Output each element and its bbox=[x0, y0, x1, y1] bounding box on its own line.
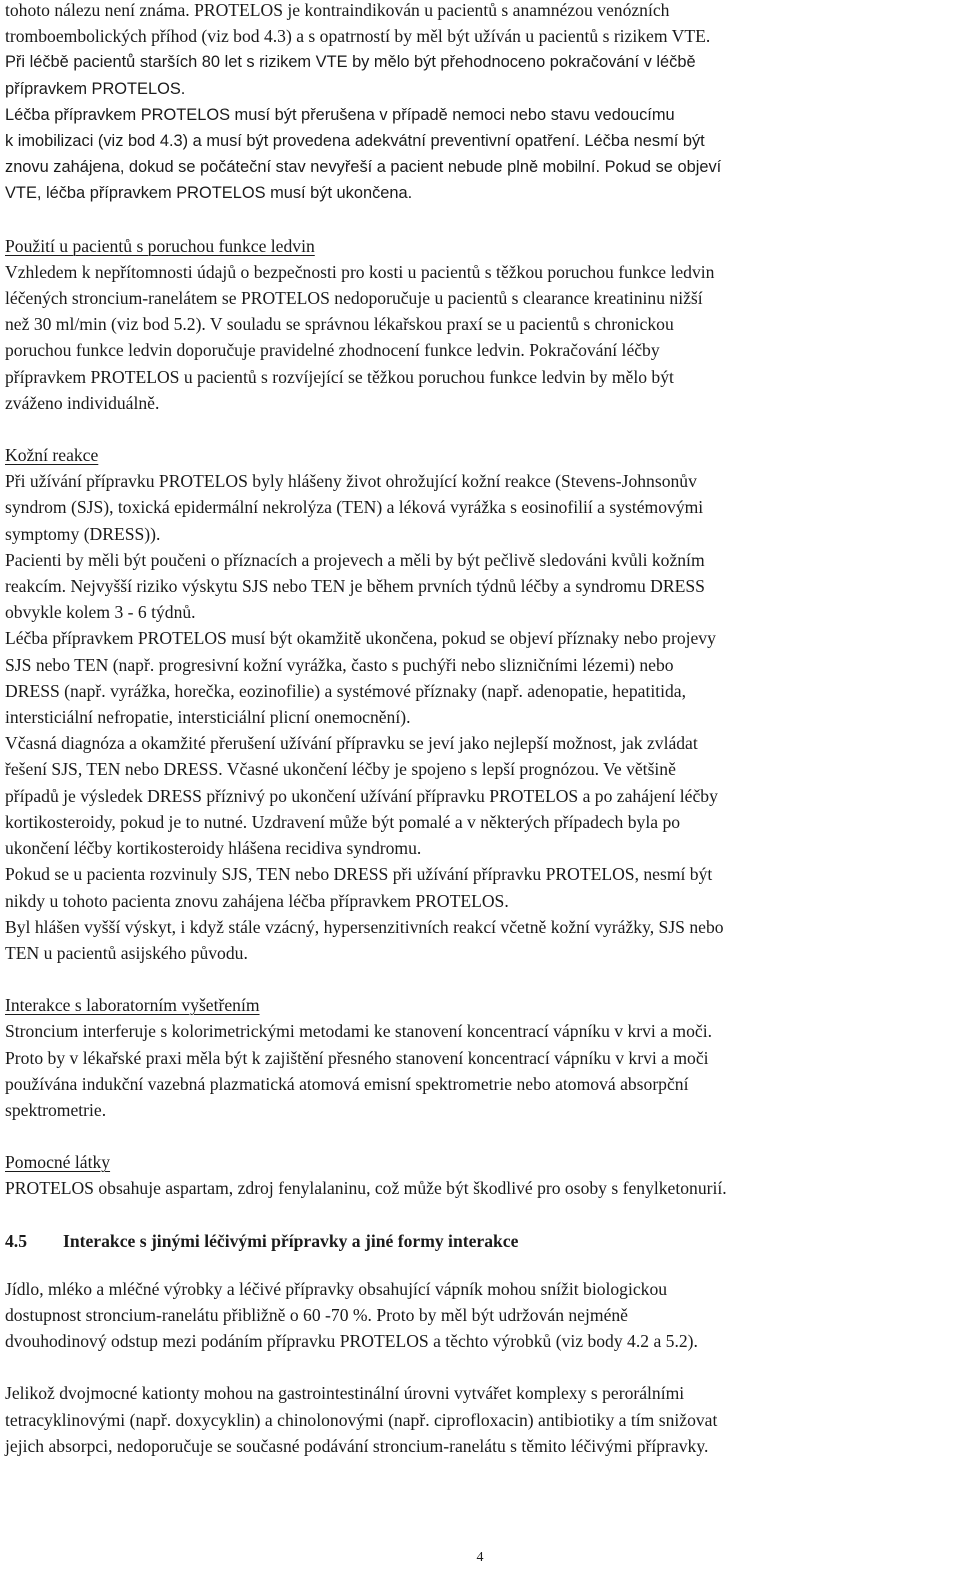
text-line: Léčba přípravkem PROTELOS musí být přerušena v případě nemoci nebo stavu vedoucímu bbox=[5, 105, 675, 124]
text-line: Včasná diagnóza a okamžité přerušení užívání přípravku se jeví jako nejlepší možnost, jak zvládat bbox=[5, 733, 698, 754]
text-line: zváženo individuálně. bbox=[5, 392, 160, 413]
text-line: dvouhodinový odstup mezi podáním přípravku PROTELOS a těchto výrobků (viz body 4.2 a 5.2). bbox=[5, 1331, 698, 1352]
text-line: SJS nebo TEN (např. progresivní kožní vyrážka, často s puchýři nebo slizničními lézemi) nebo bbox=[5, 654, 674, 675]
text-line: spektrometrie. bbox=[5, 1099, 107, 1120]
text-line: jejich absorpci, nedoporučuje se současné podávání stroncium-ranelátu s těmito léčivými přípravky. bbox=[5, 1435, 709, 1456]
text-line: případů je výsledek DRESS příznivý po ukončení užívání přípravku PROTELOS a po zahájení léčby bbox=[5, 785, 718, 806]
text-line: poruchou funkce ledvin doporučuje pravidelné zhodnocení funkce ledvin. Pokračování léčby bbox=[5, 340, 660, 361]
text-line: Pokud se u pacienta rozvinuly SJS, TEN nebo DRESS při užívání přípravku PROTELOS, nesmí být bbox=[5, 864, 713, 885]
text-line: Vzhledem k nepřítomnosti údajů o bezpečnosti pro kosti u pacientů s těžkou poruchou funkce ledvin bbox=[5, 261, 715, 282]
text-line: obvykle kolem 3 - 6 týdnů. bbox=[5, 602, 196, 623]
text-line: Při užívání přípravku PROTELOS byly hlášeny život ohrožující kožní reakce (Stevens-Johnsonův bbox=[5, 471, 697, 492]
text-line: než 30 ml/min (viz bod 5.2). V souladu se správnou lékařskou praxí se u pacientů s chronickou bbox=[5, 314, 674, 335]
text-line: tohoto nálezu není známa. PROTELOS je kontraindikován u pacientů s anamnézou venózních bbox=[5, 0, 670, 20]
section-title: Interakce s jinými léčivými přípravky a jiné formy interakce bbox=[63, 1230, 519, 1251]
text-line: TEN u pacientů asijského původu. bbox=[5, 942, 248, 963]
text-line: k imobilizaci (viz bod 4.3) a musí být provedena adekvátní preventivní opatření. Léčba nesmí být bbox=[5, 132, 705, 151]
text-line: syndrom (SJS), toxická epidermální nekrolýza (TEN) a léková vyrážka s eosinofilií a systémovými bbox=[5, 497, 704, 518]
text-line: léčených stroncium-ranelátem se PROTELOS nedoporučuje u pacientů s clearance kreatininu nižší bbox=[5, 288, 703, 309]
text-line: Při léčbě pacientů starších 80 let s rizikem VTE by mělo být přehodnoceno pokračování v léčbě bbox=[5, 53, 696, 72]
page-number: 4 bbox=[476, 1550, 484, 1565]
text-line: DRESS (např. vyrážka, horečka, eozinofilie) a systémové příznaky (např. adenopatie, hepatitida, bbox=[5, 680, 687, 701]
text-line: nikdy u tohoto pacienta znovu zahájena léčba přípravkem PROTELOS. bbox=[5, 890, 509, 911]
document-page bbox=[5, 0, 955, 1459]
text-line: kortikosteroidy, pokud je to nutné. Uzdravení může být pomalé a v některých případech byla po bbox=[5, 811, 681, 832]
text-line: Jídlo, mléko a mléčné výrobky a léčivé přípravky obsahující vápník mohou snížit biologickou bbox=[5, 1278, 668, 1299]
section-heading: Kožní reakce bbox=[5, 445, 99, 466]
section-number: 4.5 bbox=[5, 1230, 27, 1251]
skin-section bbox=[5, 442, 955, 966]
text-line: tetracyklinovými (např. doxycyklin) a chinolonovými (např. ciprofloxacin) antibiotiky a tím snižovat bbox=[5, 1409, 718, 1430]
text-line: Proto by v lékařské praxi měla být k zajištění přesného stanovení koncentrací vápníku v krvi a moči bbox=[5, 1047, 709, 1068]
text-line: Léčba přípravkem PROTELOS musí být okamžitě ukončena, pokud se objeví příznaky nebo projevy bbox=[5, 628, 716, 649]
text-line: používána indukční vazebná plazmatická atomová emisní spektrometrie nebo atomová absorpční bbox=[5, 1073, 689, 1094]
intro-section bbox=[5, 0, 955, 207]
excipients-section bbox=[5, 1149, 955, 1201]
text-line: Pacienti by měli být poučeni o příznacích a projevech a měli by být pečlivě sledováni kvůli kožním bbox=[5, 549, 705, 570]
text-line: tromboembolických příhod (viz bod 4.3) a s opatrností by měl být užíván u pacientů s rizikem VTE. bbox=[5, 26, 711, 47]
renal-section bbox=[5, 233, 955, 416]
text-line: reakcím. Nejvyšší riziko výskytu SJS nebo TEN je během prvních týdnů léčby a syndromu DRESS bbox=[5, 576, 705, 597]
lab-section bbox=[5, 992, 955, 1123]
text-line: VTE, léčba přípravkem PROTELOS musí být ukončena. bbox=[5, 184, 413, 203]
text-line: přípravkem PROTELOS u pacientů s rozvíjející se těžkou poruchou funkce ledvin by mělo být bbox=[5, 366, 674, 387]
text-line: symptomy (DRESS)). bbox=[5, 523, 161, 544]
text-line: dostupnost stroncium-ranelátu přibližně o 60 -70 %. Proto by měl být udržován nejméně bbox=[5, 1304, 628, 1325]
text-line: intersticiální nefropatie, intersticiální plicní onemocnění). bbox=[5, 707, 411, 728]
text-line: znovu zahájena, dokud se počáteční stav nevyřeší a pacient nebude plně mobilní. Pokud se objeví bbox=[5, 158, 722, 177]
text-line: Byl hlášen vyšší výskyt, i když stále vzácný, hypersenzitivních reakcí včetně kožní vyrážky, SJS nebo bbox=[5, 916, 724, 937]
section-4-5-heading bbox=[5, 1228, 955, 1254]
text-line: PROTELOS obsahuje aspartam, zdroj fenylalaninu, což může být škodlivé pro osoby s fenylketonurií. bbox=[5, 1178, 727, 1199]
text-line: Stroncium interferuje s kolorimetrickými metodami ke stanovení koncentrací vápníku v krvi a moči. bbox=[5, 1021, 712, 1042]
section-heading: Interakce s laboratorním vyšetřením bbox=[5, 995, 260, 1016]
section-heading: Použití u pacientů s poruchou funkce ledvin bbox=[5, 235, 315, 256]
section-heading: Pomocné látky bbox=[5, 1152, 111, 1173]
section-4-5 bbox=[5, 1228, 955, 1459]
text-line: řešení SJS, TEN nebo DRESS. Včasné ukončení léčby je spojeno s lepší prognózou. Ve většině bbox=[5, 759, 676, 780]
text-line: ukončení léčby kortikosteroidy hlášena recidiva syndromu. bbox=[5, 838, 422, 859]
text-line: Jelikož dvojmocné kationty mohou na gastrointestinální úrovni vytvářet komplexy s perorálními bbox=[5, 1383, 685, 1404]
text-line: přípravkem PROTELOS. bbox=[5, 79, 186, 98]
